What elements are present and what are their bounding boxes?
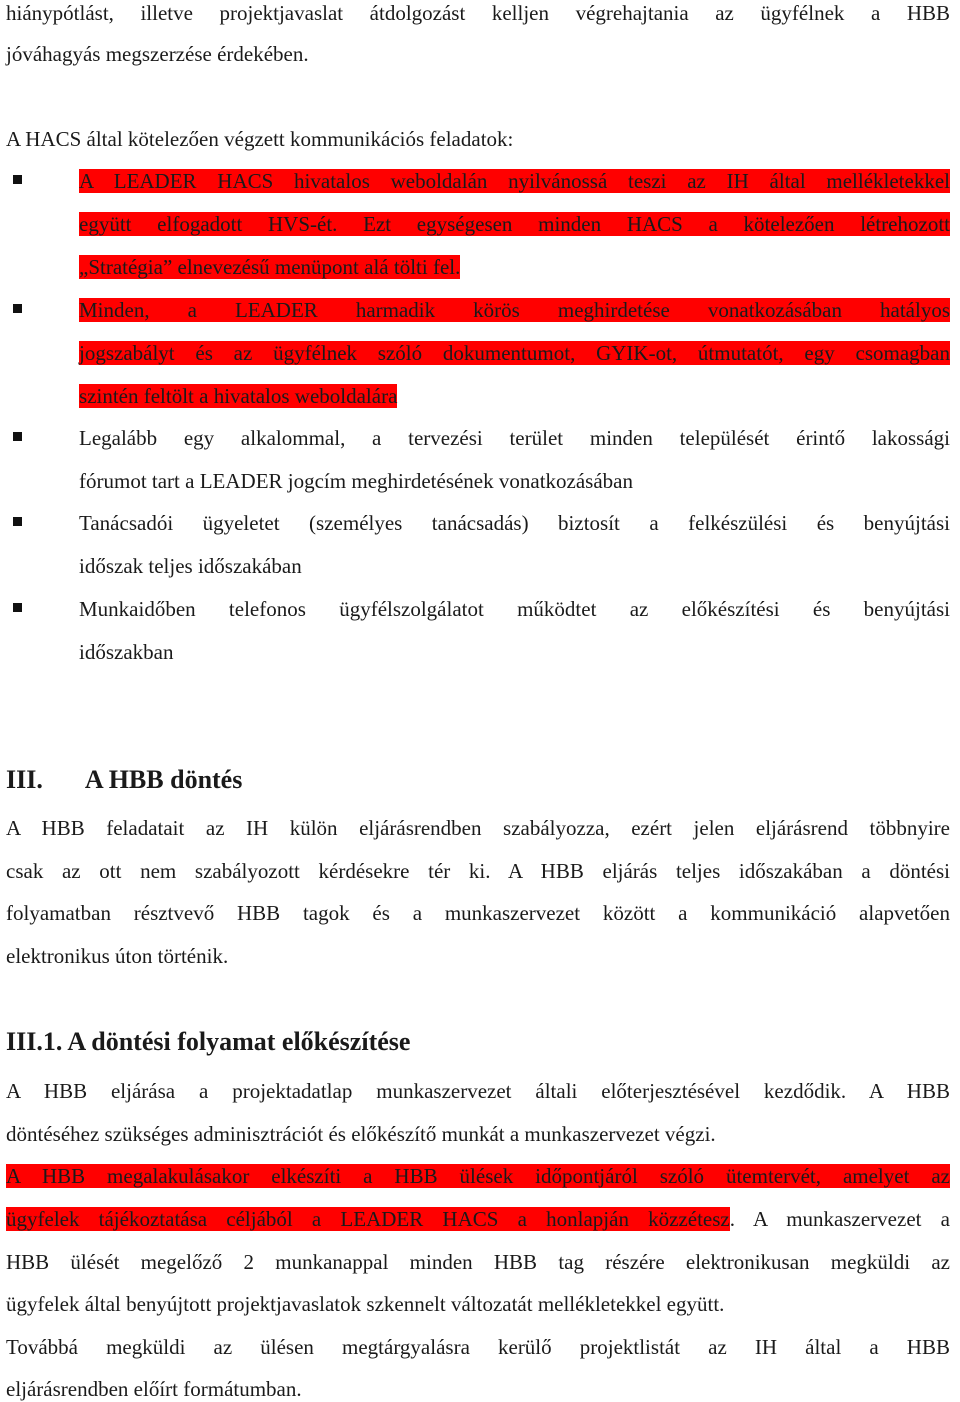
list-item-line: fórumot tart a LEADER jogcím meghirdetésének vonatkozásában [79, 469, 633, 493]
highlighted-text: szintén feltölt a hivatalos weboldalára [79, 384, 398, 408]
paragraph-line: folyamatban résztvevő HBB tagok és a munkaszervezet között a kommunikáció alapvetően [6, 901, 950, 925]
bullet-icon [13, 603, 22, 612]
bullet-icon [13, 175, 22, 184]
section-title: A HBB döntés [84, 765, 243, 794]
paragraph-line: jóváhagyás megszerzése érdekében. [6, 42, 309, 66]
paragraph-line: Továbbá megküldi az ülésen megtárgyalásra kerülő projektlistát az IH által a HBB [6, 1335, 950, 1359]
highlighted-text: A HBB megalakulásakor elkészíti a HBB ülések időpontjáról szóló ütemtervét, amelyet az [6, 1164, 950, 1188]
highlighted-text: jogszabályt és az ügyfélnek szóló dokumentumot, GYIK-ot, útmutatót, egy csomagban [79, 341, 950, 365]
list-title: A HACS által kötelezően végzett kommunikációs feladatok: [6, 127, 514, 151]
subsection-heading: III.1. A döntési folyamat előkészítése [6, 1027, 411, 1056]
paragraph-line: eljárásrendben előírt formátumban. [6, 1377, 302, 1401]
paragraph-line: ügyfelek által benyújtott projektjavaslatok szkennelt változatát mellékletekkel együtt. [6, 1292, 725, 1316]
section-number: III. [6, 765, 43, 794]
paragraph-line: A HBB eljárása a projektadatlap munkaszervezet általi előterjesztésével kezdődik. A HBB [6, 1079, 950, 1103]
highlighted-text: A LEADER HACS hivatalos weboldalán nyilvánossá teszi az IH által mellékletekkel [79, 169, 950, 193]
bullet-icon [13, 432, 22, 441]
bullet-icon [13, 517, 22, 526]
list-item-line: időszak teljes időszakában [79, 554, 302, 578]
highlighted-text: Minden, a LEADER harmadik körös meghirdetése vonatkozásában hatályos [79, 298, 950, 322]
paragraph-line [6, 1206, 950, 1232]
list-item-line: időszakban [79, 640, 174, 664]
paragraph-line: döntéséhez szükséges adminisztrációt és előkészítő munkát a munkaszervezet végzi. [6, 1122, 716, 1146]
list-item-line: Tanácsadói ügyeletet (személyes tanácsadás) biztosít a felkészülési és benyújtási [79, 511, 950, 535]
section-heading [6, 764, 242, 796]
list-item-line: Munkaidőben telefonos ügyfélszolgálatot működtet az előkészítési és benyújtási [79, 597, 950, 621]
paragraph-line: csak az ott nem szabályozott kérdésekre tér ki. A HBB eljárás teljes időszakában a döntési [6, 859, 950, 883]
highlighted-text: ügyfelek tájékoztatása céljából a LEADER HACS a honlapján közzétesz [6, 1207, 730, 1231]
list-item-line: Legalább egy alkalommal, a tervezési terület minden települését érintő lakossági [79, 426, 950, 450]
highlighted-text: együtt elfogadott HVS-ét. Ezt egységesen minden HACS a kötelezően létrehozott [79, 212, 950, 236]
paragraph-line: hiánypótlást, illetve projektjavaslat átdolgozást kelljen végrehajtania az ügyfélnek a HBB [6, 1, 950, 25]
paragraph-line: elektronikus úton történik. [6, 944, 229, 968]
highlighted-text: „Stratégia” elnevezésű menüpont alá tölti fel. [79, 255, 461, 279]
paragraph-text: . A munkaszervezet a [729, 1207, 950, 1231]
bullet-icon [13, 304, 22, 313]
paragraph-line: HBB ülését megelőző 2 munkanappal minden HBB tag részére elektronikusan megküldi az [6, 1250, 950, 1274]
paragraph-line: A HBB feladatait az IH külön eljárásrendben szabályozza, ezért jelen eljárásrend többnyire [6, 816, 950, 840]
